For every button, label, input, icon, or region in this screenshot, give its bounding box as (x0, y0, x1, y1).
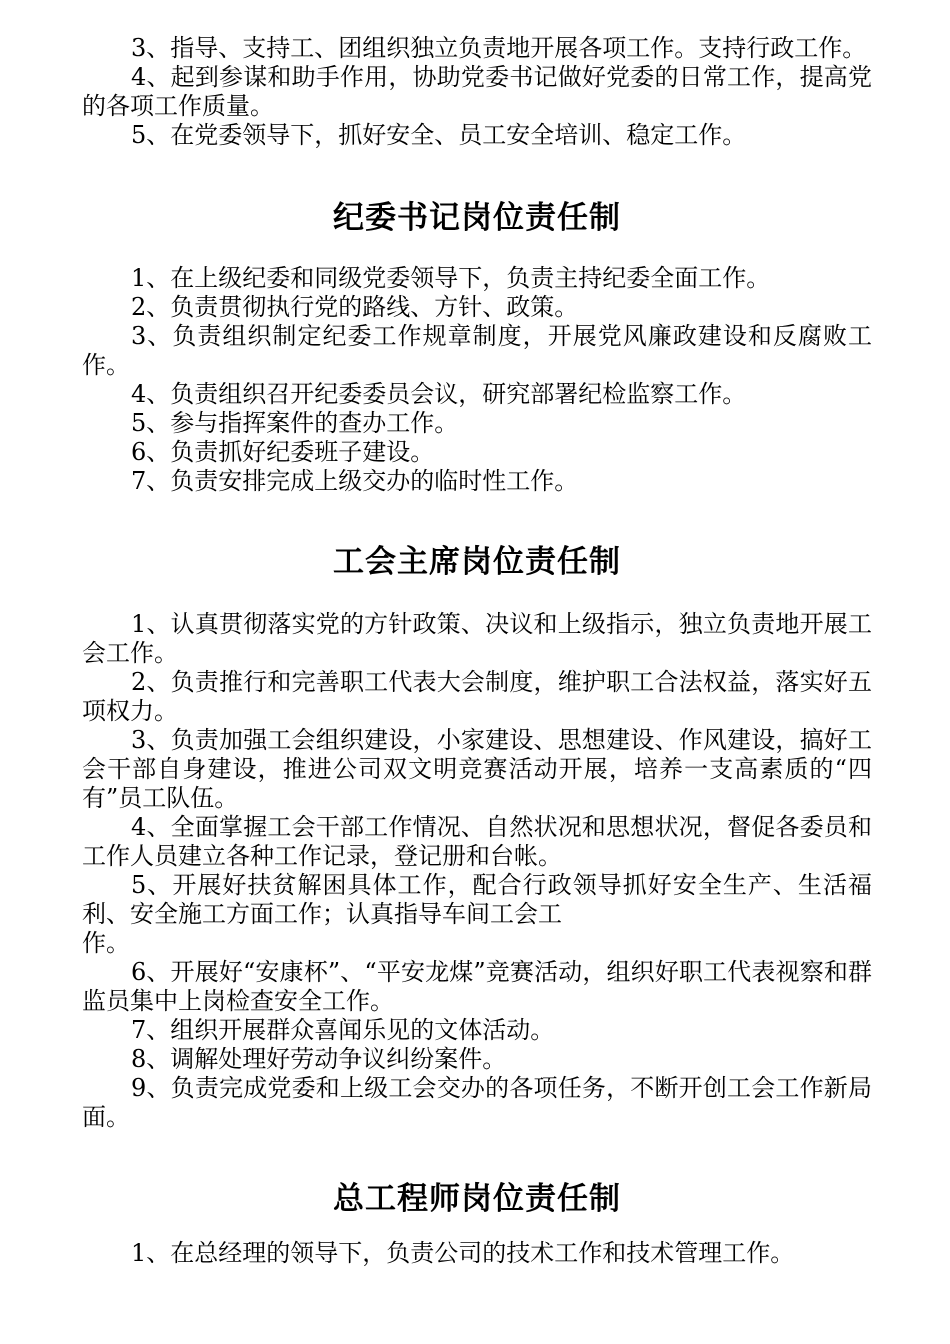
list-item: 6、负责抓好纪委班子建设。 (131, 438, 435, 466)
list-item: 7、组织开展群众喜闻乐见的文体活动。 (131, 1016, 555, 1044)
list-item: 2、负责贯彻执行党的路线、方针、政策。 (131, 293, 579, 321)
list-item: 4、全面掌握工会干部工作情况、自然状况和思想状况，督促各委员和工作人员建立各种工作记录，登记册和台帐。 (82, 813, 872, 870)
list-item: 5、开展好扶贫解困具体工作，配合行政领导抓好安全生产、生活福利、安全施工方面工作；认真指导车间工会工 作。 (82, 871, 872, 957)
list-item: 3、负责组织制定纪委工作规章制度，开展党风廉政建设和反腐败工作。 (82, 322, 872, 379)
document-body (82, 34, 872, 1268)
list-item: 6、开展好“安康杯”、“平安龙煤”竞赛活动，组织好职工代表视察和群监员集中上岗检查安全工作。 (82, 958, 872, 1015)
section-chief-engineer (82, 1179, 872, 1268)
section-title: 工会主席岗位责任制 (333, 544, 621, 580)
list-item: 9、负责完成党委和上级工会交办的各项任务，不断开创工会工作新局面。 (82, 1074, 872, 1131)
section-title: 总工程师岗位责任制 (333, 1181, 621, 1217)
section-union-chairman (82, 542, 872, 1132)
list-item: 2、负责推行和完善职工代表大会制度，维护职工合法权益，落实好五项权力。 (82, 668, 872, 725)
section-title: 纪委书记岗位责任制 (333, 200, 621, 236)
list-item: 5、在党委领导下，抓好安全、员工安全培训、稳定工作。 (131, 121, 747, 149)
section-discipline-secretary (82, 198, 872, 496)
list-item: 5、参与指挥案件的查办工作。 (131, 409, 459, 437)
list-item: 8、调解处理好劳动争议纠纷案件。 (131, 1045, 507, 1073)
list-item: 7、负责安排完成上级交办的临时性工作。 (131, 467, 579, 495)
list-item: 4、负责组织召开纪委委员会议，研究部署纪检监察工作。 (131, 380, 747, 408)
list-item: 4、起到参谋和助手作用，协助党委书记做好党委的日常工作，提高党的各项工作质量。 (82, 63, 872, 120)
section-party-deputy-duties (82, 34, 872, 150)
list-item: 3、指导、支持工、团组织独立负责地开展各项工作。支持行政工作。 (131, 34, 867, 62)
list-item: 1、在总经理的领导下，负责公司的技术工作和技术管理工作。 (131, 1239, 795, 1267)
list-item: 3、负责加强工会组织建设，小家建设、思想建设、作风建设，搞好工会干部自身建设，推进公司双文明竞赛活动开展，培养一支高素质的“四有”员工队伍。 (82, 726, 872, 812)
list-item: 1、在上级纪委和同级党委领导下，负责主持纪委全面工作。 (131, 264, 771, 292)
list-item: 1、认真贯彻落实党的方针政策、决议和上级指示，独立负责地开展工会工作。 (82, 610, 872, 667)
